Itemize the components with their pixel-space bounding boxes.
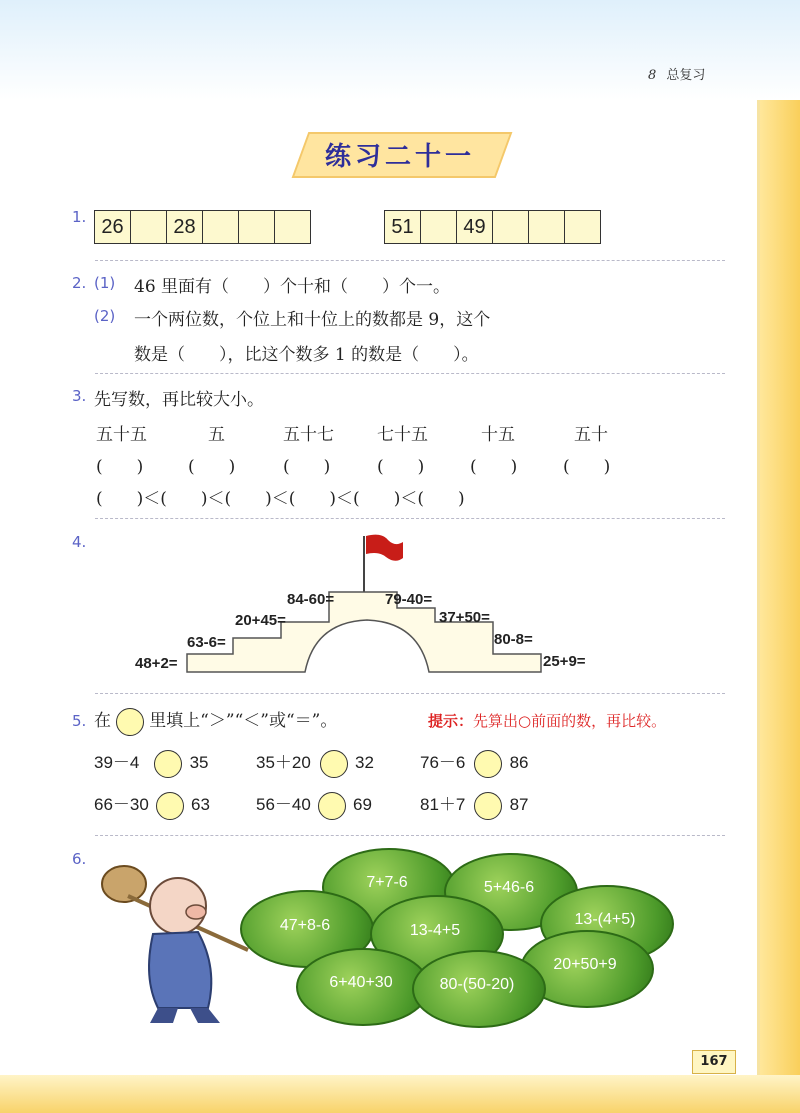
watermelon-label: 6+40+30 — [329, 974, 393, 991]
right-value: 32 — [355, 753, 374, 772]
sequence-cell: 49 — [457, 211, 493, 244]
right-value: 87 — [509, 795, 529, 814]
sequence-cell[interactable] — [565, 211, 601, 244]
q1-number-sequence-2 — [384, 210, 601, 244]
basket-icon — [102, 866, 146, 902]
left-expression: 39－4 — [94, 753, 140, 772]
compare-circle[interactable] — [320, 750, 348, 778]
q3-blank[interactable]: ( ) — [377, 457, 425, 477]
watermelon-label: 7+7-6 — [366, 874, 408, 891]
pig-snout — [186, 905, 206, 919]
stair-step: 20+45= — [235, 612, 286, 629]
q3-word: 七十五 — [377, 425, 428, 445]
pig-robe — [149, 932, 211, 1008]
q1-number: 1. — [72, 208, 87, 226]
q2-part1-label: (1) — [94, 274, 116, 292]
watermelon-label: 20+50+9 — [553, 956, 617, 973]
q3-word: 五十五 — [96, 425, 147, 445]
q3-word: 十五 — [481, 425, 515, 445]
pig-character-illustration — [98, 858, 258, 1028]
stair-bridge-drawing — [185, 530, 545, 676]
divider — [95, 835, 725, 836]
q1-number-sequence-1 — [94, 210, 311, 244]
q5-text-post: 里填上“＞”“＜”或“＝”。 — [149, 711, 338, 731]
q4-number: 4. — [72, 533, 87, 551]
sequence-cell[interactable] — [529, 211, 565, 244]
watermelon-label: 80-(50-20) — [439, 976, 515, 993]
divider — [95, 693, 725, 694]
right-value: 63 — [191, 795, 210, 814]
left-expression: 35＋20 — [256, 753, 311, 772]
compare-circle[interactable] — [156, 792, 184, 820]
left-expression: 56－40 — [256, 795, 311, 814]
compare-circle[interactable] — [474, 792, 502, 820]
divider — [95, 518, 725, 519]
q3-blank[interactable]: ( ) — [563, 457, 611, 477]
q2-part2-line1: 一个两位数，个位上和十位上的数都是 9，这个 — [134, 310, 491, 330]
sequence-cell[interactable] — [131, 211, 167, 244]
q2-part2-label: (2) — [94, 307, 116, 325]
compare-item — [256, 790, 372, 820]
left-expression: 66－30 — [94, 795, 149, 814]
q5-hint — [428, 710, 666, 731]
sequence-cell: 28 — [167, 211, 203, 244]
q3-compare-row[interactable]: ( )＜( )＜( )＜( )＜( )＜( ) — [96, 489, 465, 509]
pig-feet — [150, 1008, 220, 1023]
chapter-header — [648, 64, 705, 83]
compare-circle[interactable] — [474, 750, 502, 778]
sequence-cell: 26 — [95, 211, 131, 244]
q3-blank[interactable]: ( ) — [96, 457, 144, 477]
answer-circle-icon — [116, 708, 144, 736]
q3-word: 五十七 — [283, 425, 334, 445]
right-value: 69 — [353, 795, 372, 814]
sequence-cell[interactable] — [493, 211, 529, 244]
sequence-cell[interactable] — [203, 211, 239, 244]
sequence-cell[interactable] — [239, 211, 275, 244]
hint-text: 先算出○前面的数，再比较。 — [473, 712, 667, 730]
q2-part2-line2: 数是（ ），比这个数多 1 的数是（ ）。 — [134, 345, 479, 365]
q3-number: 3. — [72, 387, 87, 405]
q5-text-pre: 在 — [94, 711, 111, 731]
hint-label: 提示： — [428, 712, 474, 730]
right-value: 35 — [189, 753, 209, 772]
stair-step: 48+2= — [135, 655, 178, 672]
sequence-cell[interactable] — [421, 211, 457, 244]
chapter-number: 8 — [648, 68, 657, 83]
divider — [95, 373, 725, 374]
left-expression: 76－6 — [420, 753, 466, 772]
compare-item — [420, 790, 528, 820]
stair-bridge — [187, 592, 541, 672]
compare-item — [94, 790, 210, 820]
watermelon-label: 13-4+5 — [409, 922, 461, 939]
page-number: 167 — [692, 1050, 736, 1074]
sequence-cell[interactable] — [275, 211, 311, 244]
compare-item — [420, 748, 528, 778]
q2-number: 2. — [72, 274, 87, 292]
q3-blank[interactable]: ( ) — [470, 457, 518, 477]
q3-word: 五十 — [574, 425, 608, 445]
stair-step: 37+50= — [439, 609, 490, 626]
q6-number: 6. — [72, 850, 87, 868]
page-title: 练习二十一 — [324, 142, 475, 172]
compare-circle[interactable] — [154, 750, 182, 778]
right-value: 86 — [509, 753, 529, 772]
q3-blank[interactable]: ( ) — [283, 457, 331, 477]
stair-step: 79-40= — [385, 591, 433, 608]
page-bottom-decoration — [0, 1075, 800, 1113]
q5-instruction — [94, 706, 337, 736]
compare-circle[interactable] — [318, 792, 346, 820]
watermelon-label: 47+8-6 — [279, 917, 331, 934]
q5-number: 5. — [72, 712, 87, 730]
watermelon-label: 13-(4+5) — [574, 911, 636, 928]
sequence-cell: 51 — [385, 211, 421, 244]
page-edge-decoration — [757, 100, 800, 1113]
chapter-title: 总复习 — [666, 68, 706, 83]
page-top-band — [0, 0, 800, 100]
stair-step: 63-6= — [187, 634, 226, 651]
q3-blank[interactable]: ( ) — [188, 457, 236, 477]
q3-instruction: 先写数，再比较大小。 — [94, 390, 264, 410]
stair-step: 84-60= — [287, 591, 335, 608]
watermelon-label: 5+46-6 — [483, 879, 535, 896]
stair-step: 80-8= — [494, 631, 533, 648]
red-flag-icon — [366, 535, 403, 561]
compare-item — [256, 748, 374, 778]
left-expression: 81＋7 — [420, 795, 466, 814]
compare-item — [94, 748, 208, 778]
q3-word: 五 — [208, 425, 225, 445]
stair-step: 25+9= — [543, 653, 586, 670]
divider — [95, 260, 725, 261]
q2-part1-text: 46 里面有（ ）个十和（ ）个一。 — [134, 277, 451, 297]
